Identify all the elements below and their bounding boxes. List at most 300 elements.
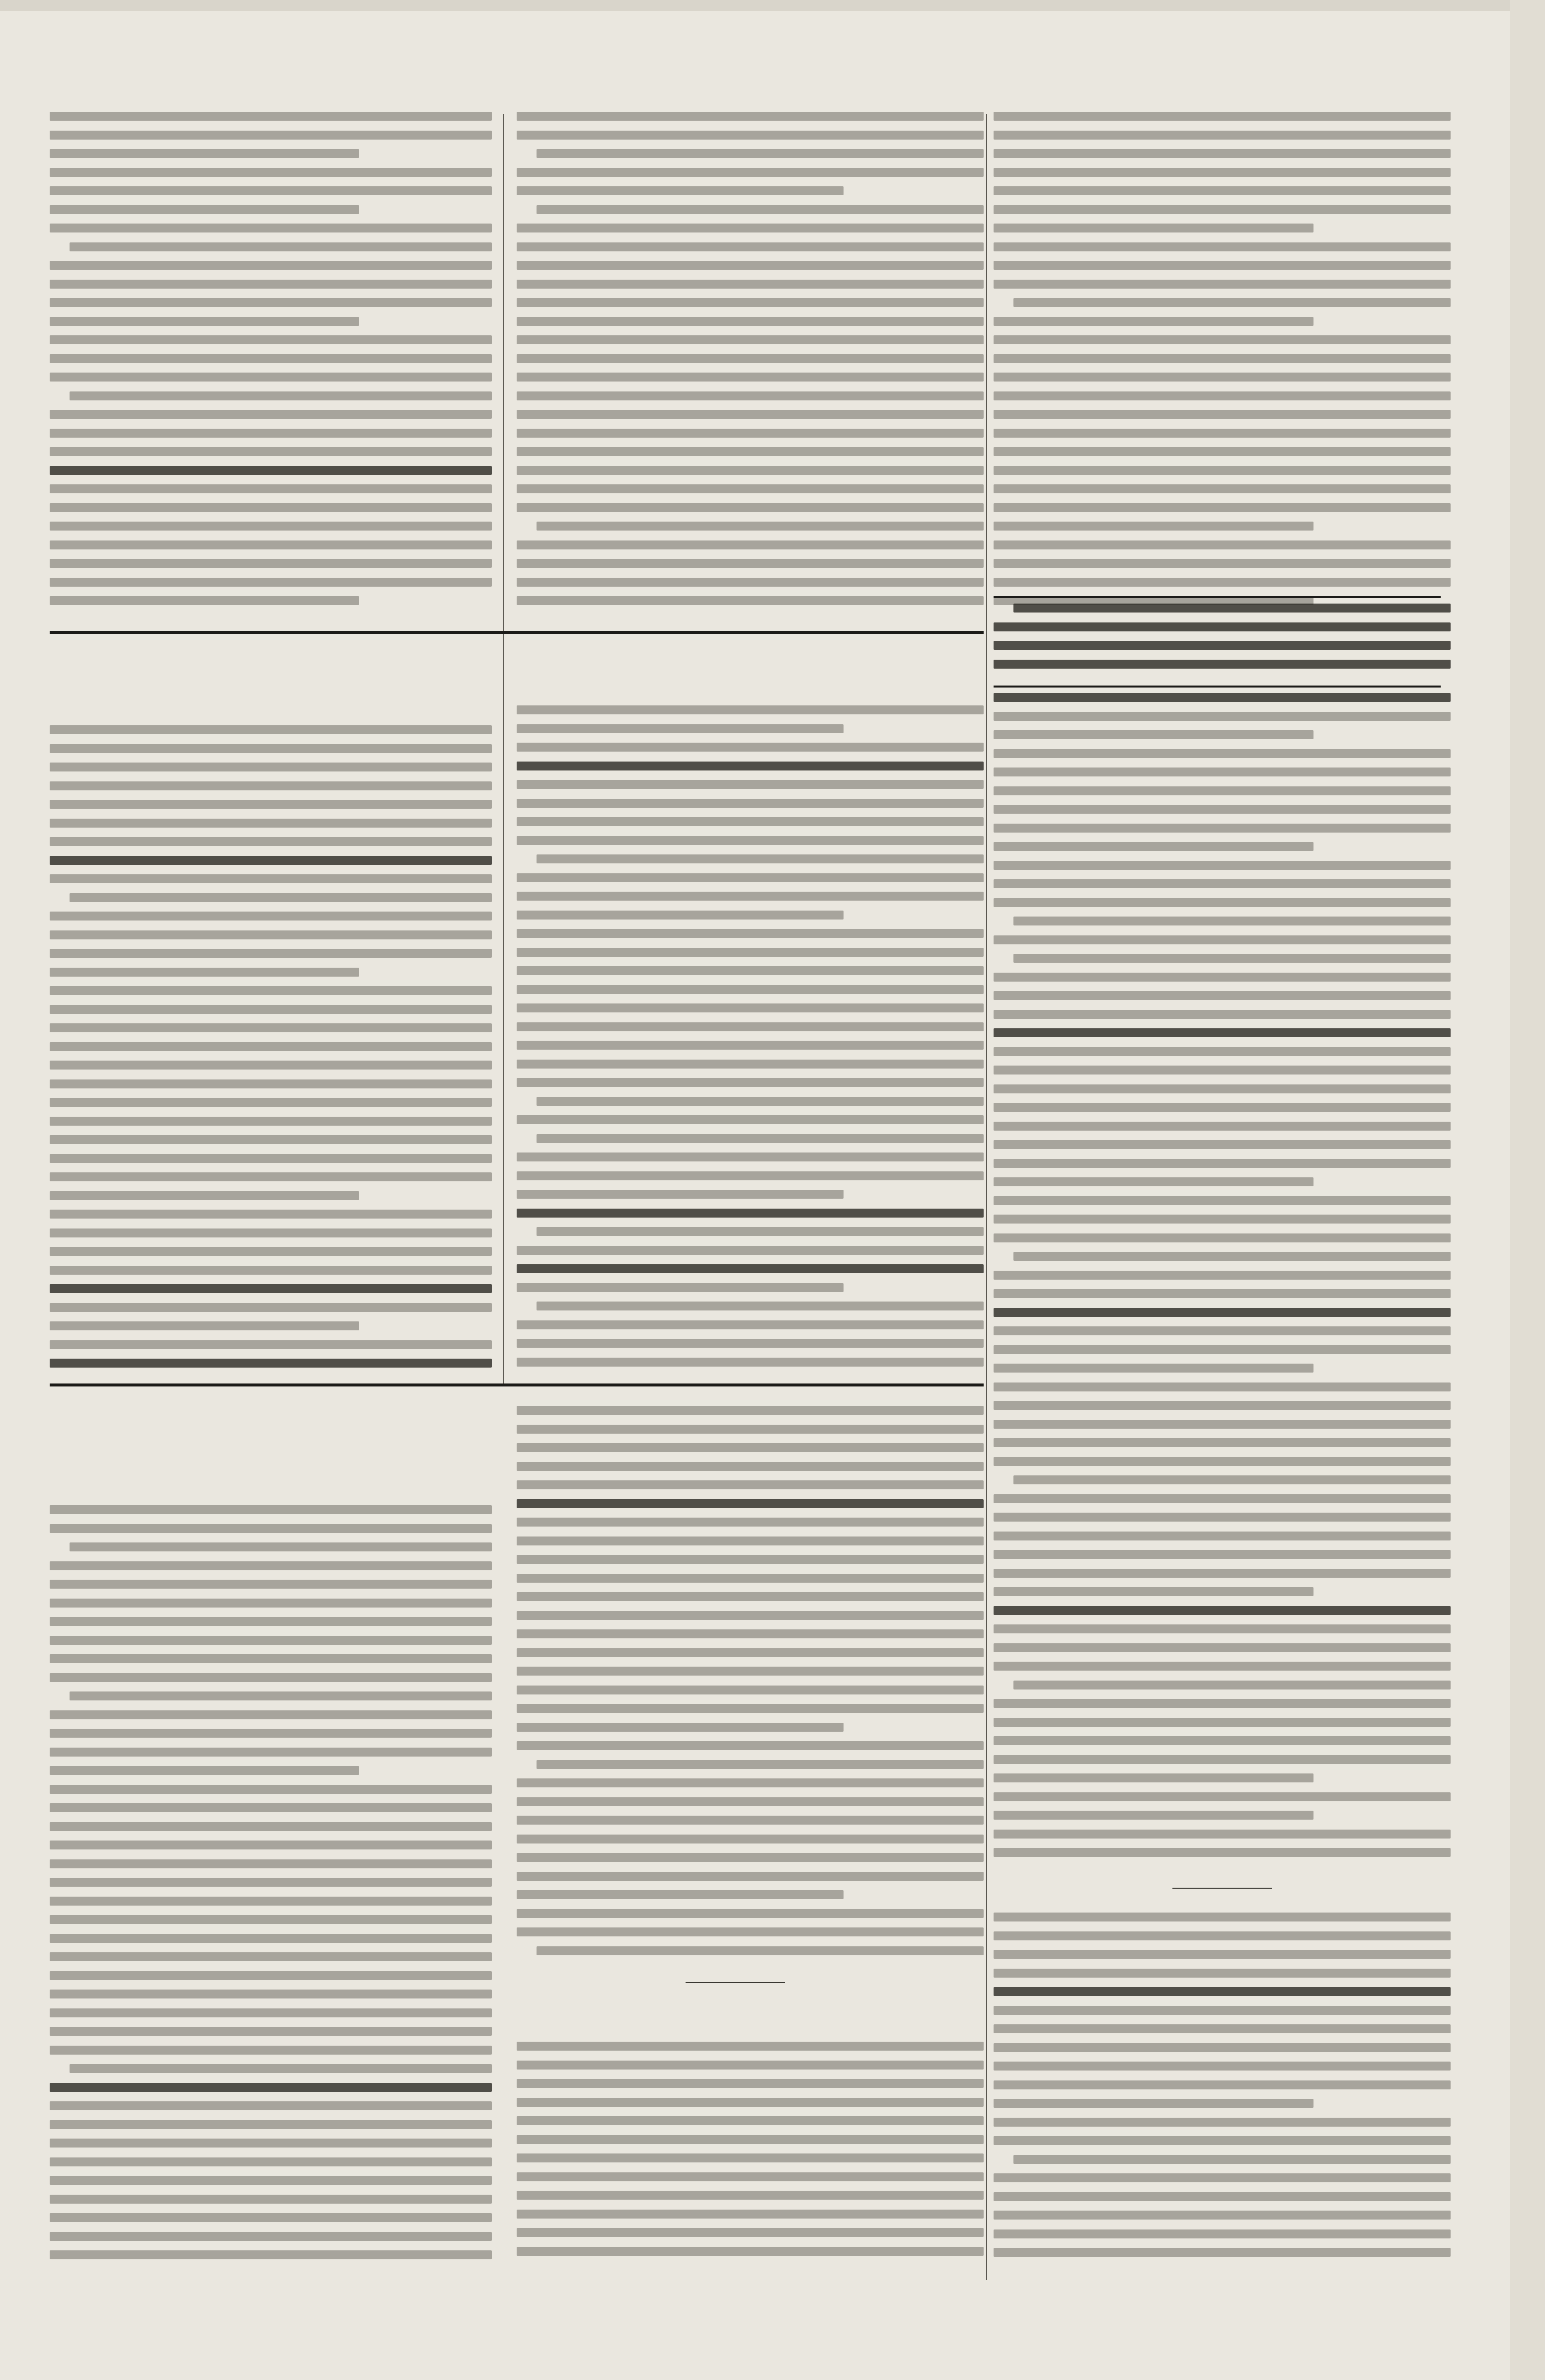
text-line xyxy=(994,1066,1451,1075)
headline-rule-top xyxy=(50,631,984,634)
headline-kleines-drama xyxy=(79,1406,467,1451)
text-line xyxy=(517,2061,984,2070)
text-line xyxy=(50,1172,492,1181)
text-line xyxy=(517,131,984,140)
text-line xyxy=(994,641,1451,650)
text-line xyxy=(517,1320,984,1329)
text-line xyxy=(994,1196,1451,1205)
text-line xyxy=(70,1542,492,1551)
text-line xyxy=(517,2135,984,2144)
text-line xyxy=(537,1302,984,1310)
text-line xyxy=(517,1041,984,1050)
text-line xyxy=(537,522,984,531)
text-line xyxy=(50,1710,492,1719)
text-line xyxy=(994,447,1451,456)
text-line xyxy=(994,1532,1451,1540)
text-line xyxy=(517,892,984,901)
text-line xyxy=(50,2157,492,2166)
text-line xyxy=(994,1913,1451,1921)
text-line xyxy=(994,1420,1451,1429)
text-line xyxy=(994,1513,1451,1522)
text-line xyxy=(994,1233,1451,1242)
text-line xyxy=(50,1803,492,1812)
text-line xyxy=(517,429,984,438)
text-line xyxy=(517,762,984,770)
text-line xyxy=(50,2250,492,2259)
text-line xyxy=(517,1480,984,1489)
text-line xyxy=(517,1667,984,1676)
text-line xyxy=(994,1140,1451,1149)
text-line xyxy=(537,149,984,158)
text-line xyxy=(994,622,1451,631)
text-line xyxy=(994,1811,1313,1820)
text-line xyxy=(50,1023,492,1032)
text-line xyxy=(50,1321,359,1330)
text-line xyxy=(50,205,359,214)
text-line xyxy=(517,1003,984,1012)
text-line xyxy=(517,1536,984,1545)
text-line xyxy=(50,744,492,753)
text-line xyxy=(994,1931,1451,1940)
text-line xyxy=(994,730,1313,739)
text-line xyxy=(50,1359,492,1368)
text-line xyxy=(994,1215,1451,1224)
text-line xyxy=(517,1629,984,1638)
text-line xyxy=(50,1748,492,1757)
text-line xyxy=(994,2099,1313,2108)
separator-buergerwehr xyxy=(686,1982,785,1983)
text-line xyxy=(50,930,492,939)
text-line xyxy=(517,1499,984,1508)
text-line xyxy=(994,2062,1451,2071)
text-line xyxy=(50,1505,492,1514)
text-line xyxy=(994,898,1451,907)
text-line xyxy=(994,1382,1451,1391)
text-line xyxy=(994,2006,1451,2015)
text-line xyxy=(994,1345,1451,1354)
text-line xyxy=(50,1822,492,1831)
text-line xyxy=(517,2172,984,2181)
text-line xyxy=(994,693,1451,702)
volksgasmaske-highlight-box xyxy=(994,604,1451,683)
text-line xyxy=(517,298,984,307)
text-line xyxy=(994,242,1451,251)
text-line xyxy=(994,2136,1451,2145)
volksgasmaske-column-2 xyxy=(517,705,984,1381)
text-line xyxy=(994,1047,1451,1056)
text-line xyxy=(994,131,1451,140)
article-text-drama-col1 xyxy=(50,1505,492,2280)
text-line xyxy=(50,1785,492,1794)
text-line xyxy=(994,1606,1451,1615)
text-line xyxy=(50,1878,492,1887)
text-line xyxy=(50,2027,492,2036)
text-line xyxy=(994,224,1313,232)
text-line xyxy=(994,2229,1451,2238)
text-line xyxy=(517,559,984,568)
text-line xyxy=(994,1494,1451,1503)
text-line xyxy=(517,1190,844,1199)
text-line xyxy=(50,1673,492,1682)
text-line xyxy=(994,1401,1451,1410)
text-line xyxy=(50,1934,492,1943)
text-line xyxy=(50,484,492,493)
text-line xyxy=(517,1518,984,1527)
text-line xyxy=(50,2120,492,2129)
text-line xyxy=(994,1987,1451,1996)
text-line xyxy=(517,743,984,752)
text-line xyxy=(50,1859,492,1868)
text-line xyxy=(50,2101,492,2110)
text-line xyxy=(50,986,492,995)
text-line xyxy=(50,503,492,512)
text-line xyxy=(50,335,492,344)
text-line xyxy=(1013,2155,1451,2164)
text-line xyxy=(994,484,1451,493)
text-line xyxy=(70,893,492,902)
article-text-bruckner-col2 xyxy=(517,112,984,628)
text-line xyxy=(994,1969,1451,1978)
text-line xyxy=(994,1550,1451,1559)
text-line xyxy=(517,1648,984,1657)
text-line xyxy=(70,242,492,251)
top-column-1 xyxy=(50,112,492,628)
text-line xyxy=(994,1103,1451,1112)
text-line xyxy=(994,578,1451,587)
text-line xyxy=(994,861,1451,870)
text-line xyxy=(994,1177,1313,1186)
page-number xyxy=(1331,50,1441,104)
text-line xyxy=(517,2210,984,2219)
text-line xyxy=(517,2191,984,2200)
text-line xyxy=(517,261,984,270)
text-line xyxy=(50,540,492,549)
text-line xyxy=(517,1723,844,1732)
text-line xyxy=(994,973,1451,982)
text-line xyxy=(50,2008,492,2017)
text-line xyxy=(517,1927,984,1936)
text-line xyxy=(994,1438,1451,1447)
text-line xyxy=(994,1457,1451,1466)
article-text-volksgasmaske-continued xyxy=(994,112,1451,628)
text-line xyxy=(537,854,984,863)
text-line xyxy=(50,949,492,958)
text-line xyxy=(517,1171,984,1180)
text-line xyxy=(517,817,984,826)
text-line xyxy=(994,1718,1451,1727)
text-line xyxy=(50,1098,492,1107)
text-line xyxy=(50,186,492,195)
text-line xyxy=(517,1704,984,1713)
text-line xyxy=(50,261,492,270)
text-line xyxy=(517,317,984,326)
text-line xyxy=(50,1005,492,1014)
text-line xyxy=(517,1406,984,1415)
text-line xyxy=(517,2042,984,2051)
text-line xyxy=(994,354,1451,363)
text-line xyxy=(994,842,1313,851)
text-line xyxy=(994,786,1451,795)
volksgasmaske-column-3 xyxy=(994,693,1451,1880)
text-line xyxy=(50,1654,492,1663)
article-text-bruckner-col1 xyxy=(50,112,492,628)
text-line xyxy=(517,1246,984,1255)
article-text-drama-col2 xyxy=(517,1406,984,1972)
text-line xyxy=(517,242,984,251)
article-text-buergerwehr xyxy=(517,2042,984,2280)
text-line xyxy=(994,205,1451,214)
text-line xyxy=(994,824,1451,833)
text-line xyxy=(517,1078,984,1087)
text-line xyxy=(50,819,492,828)
text-line xyxy=(517,578,984,587)
drama-column-2 xyxy=(517,1406,984,1972)
text-line xyxy=(50,912,492,921)
text-line xyxy=(50,1266,492,1275)
text-line xyxy=(517,280,984,289)
text-line xyxy=(50,763,492,771)
text-line xyxy=(994,186,1451,195)
text-line xyxy=(537,1227,984,1236)
text-line xyxy=(50,522,492,531)
text-line xyxy=(994,1122,1451,1131)
text-line xyxy=(50,1042,492,1051)
text-line xyxy=(994,503,1451,512)
text-line xyxy=(50,837,492,846)
text-line xyxy=(50,2213,492,2222)
text-line xyxy=(50,578,492,587)
text-line xyxy=(517,2228,984,2237)
text-line xyxy=(537,1946,984,1955)
text-line xyxy=(1013,917,1451,925)
text-line xyxy=(50,429,492,438)
text-line xyxy=(50,596,359,605)
text-line xyxy=(50,1952,492,1961)
text-line xyxy=(70,1691,492,1700)
text-line xyxy=(50,1191,359,1200)
text-line xyxy=(50,1599,492,1608)
text-line xyxy=(50,559,492,568)
text-line xyxy=(1013,1681,1451,1689)
text-line xyxy=(50,1841,492,1849)
text-line xyxy=(994,1364,1313,1373)
text-line xyxy=(517,873,984,882)
text-line xyxy=(517,1264,984,1273)
text-line xyxy=(994,1271,1451,1280)
text-line xyxy=(517,985,984,994)
text-line xyxy=(994,1587,1313,1596)
text-line xyxy=(50,1284,492,1293)
text-line xyxy=(994,466,1451,475)
text-line xyxy=(517,724,844,733)
scan-edge-top xyxy=(0,0,1545,11)
box-rule-top xyxy=(994,596,1441,598)
text-line xyxy=(517,1741,984,1750)
text-line xyxy=(517,1425,984,1434)
text-line xyxy=(994,280,1451,289)
text-line xyxy=(517,911,844,920)
text-line xyxy=(517,1853,984,1862)
highlight-box-text xyxy=(994,604,1451,683)
text-line xyxy=(50,149,359,158)
text-line xyxy=(50,317,359,326)
text-line xyxy=(50,1766,359,1775)
text-line xyxy=(517,373,984,382)
text-line xyxy=(994,1736,1451,1745)
text-line xyxy=(50,1135,492,1144)
text-line xyxy=(994,1159,1451,1168)
text-line xyxy=(994,991,1451,1000)
text-line xyxy=(50,1210,492,1219)
text-line xyxy=(50,1117,492,1126)
box-rule-bottom xyxy=(994,686,1441,688)
text-line xyxy=(517,948,984,957)
text-line xyxy=(50,373,492,382)
text-line xyxy=(994,261,1451,270)
text-line xyxy=(994,2080,1451,2089)
text-line xyxy=(517,799,984,808)
text-line xyxy=(994,373,1451,382)
text-line xyxy=(994,1326,1451,1335)
drama-column-1 xyxy=(50,1505,492,2280)
text-line xyxy=(994,1643,1451,1652)
volksgasmaske-column-1 xyxy=(50,725,492,1381)
text-line xyxy=(1013,298,1451,307)
text-line xyxy=(517,1060,984,1069)
text-line xyxy=(517,2098,984,2107)
news-briefs-column xyxy=(994,1913,1451,2270)
text-line xyxy=(517,1611,984,1620)
text-line xyxy=(50,2195,492,2204)
text-line xyxy=(994,1662,1451,1671)
text-line xyxy=(517,1592,984,1601)
text-line xyxy=(50,1580,492,1589)
text-line xyxy=(50,410,492,419)
text-line xyxy=(994,540,1451,549)
text-line xyxy=(517,1686,984,1694)
text-line xyxy=(517,705,984,714)
text-line xyxy=(994,168,1451,177)
text-line xyxy=(517,391,984,400)
text-line xyxy=(517,1022,984,1031)
text-line xyxy=(50,1303,492,1312)
text-line xyxy=(994,805,1451,814)
top-column-2 xyxy=(517,112,984,628)
text-line xyxy=(994,1308,1451,1317)
text-line xyxy=(1013,954,1451,963)
text-line xyxy=(517,447,984,456)
column-rule-1 xyxy=(503,114,504,1386)
text-line xyxy=(517,2247,984,2256)
text-line xyxy=(50,280,492,289)
text-line xyxy=(994,2043,1451,2052)
text-line xyxy=(50,354,492,363)
text-line xyxy=(50,1915,492,1924)
text-line xyxy=(994,429,1451,438)
buergerwehr-column xyxy=(517,2042,984,2280)
text-line xyxy=(994,1028,1451,1037)
text-line xyxy=(50,1971,492,1980)
top-column-3 xyxy=(994,112,1451,628)
article-text-volksgasmaske-col3 xyxy=(994,693,1451,1880)
text-line xyxy=(994,1010,1451,1019)
column-rule-2 xyxy=(986,114,987,2280)
article-text-news-briefs xyxy=(994,1913,1451,2270)
text-line xyxy=(537,205,984,214)
text-line xyxy=(517,540,984,549)
text-line xyxy=(994,1569,1451,1578)
text-line xyxy=(994,391,1451,400)
text-line xyxy=(517,1462,984,1471)
text-line xyxy=(517,1890,844,1899)
text-line xyxy=(517,2153,984,2162)
text-line xyxy=(50,1524,492,1533)
text-line xyxy=(994,112,1451,121)
text-line xyxy=(50,447,492,456)
text-line xyxy=(50,2176,492,2185)
text-line xyxy=(994,1084,1451,1093)
text-line xyxy=(517,466,984,475)
text-line xyxy=(517,186,844,195)
text-line xyxy=(994,2211,1451,2220)
text-line xyxy=(50,1079,492,1088)
text-line xyxy=(50,2046,492,2055)
text-line xyxy=(50,131,492,140)
text-line xyxy=(50,1729,492,1738)
text-line xyxy=(50,968,359,977)
text-line xyxy=(50,856,492,865)
headline-rule-drama xyxy=(50,1383,984,1386)
text-line xyxy=(994,335,1451,344)
text-line xyxy=(50,466,492,475)
text-line xyxy=(994,749,1451,758)
text-line xyxy=(517,484,984,493)
text-line xyxy=(994,1773,1313,1782)
text-line xyxy=(50,112,492,121)
article-text-volksgasmaske-col1 xyxy=(50,725,492,1381)
text-line xyxy=(517,1574,984,1583)
text-line xyxy=(994,660,1451,669)
text-line xyxy=(50,1154,492,1163)
text-line xyxy=(50,1897,492,1906)
headline-volksgasmaske xyxy=(209,656,835,700)
text-line xyxy=(50,1617,492,1626)
text-line xyxy=(517,224,984,232)
text-line xyxy=(537,1134,984,1143)
text-line xyxy=(70,2064,492,2073)
text-line xyxy=(517,1339,984,1348)
text-line xyxy=(994,712,1451,721)
text-line xyxy=(994,2118,1451,2127)
text-line xyxy=(50,168,492,177)
text-line xyxy=(517,1115,984,1124)
text-line xyxy=(994,1950,1451,1959)
text-line xyxy=(994,149,1451,158)
text-line xyxy=(994,1624,1451,1633)
text-line xyxy=(517,596,984,605)
text-line xyxy=(517,929,984,938)
text-line xyxy=(1013,1475,1451,1484)
text-line xyxy=(517,966,984,975)
text-line xyxy=(994,2173,1451,2182)
text-line xyxy=(50,1561,492,1570)
text-line xyxy=(50,1340,492,1349)
text-line xyxy=(517,2116,984,2125)
text-line xyxy=(50,2139,492,2148)
text-line xyxy=(994,317,1313,326)
text-line xyxy=(50,800,492,809)
text-line xyxy=(517,1555,984,1564)
